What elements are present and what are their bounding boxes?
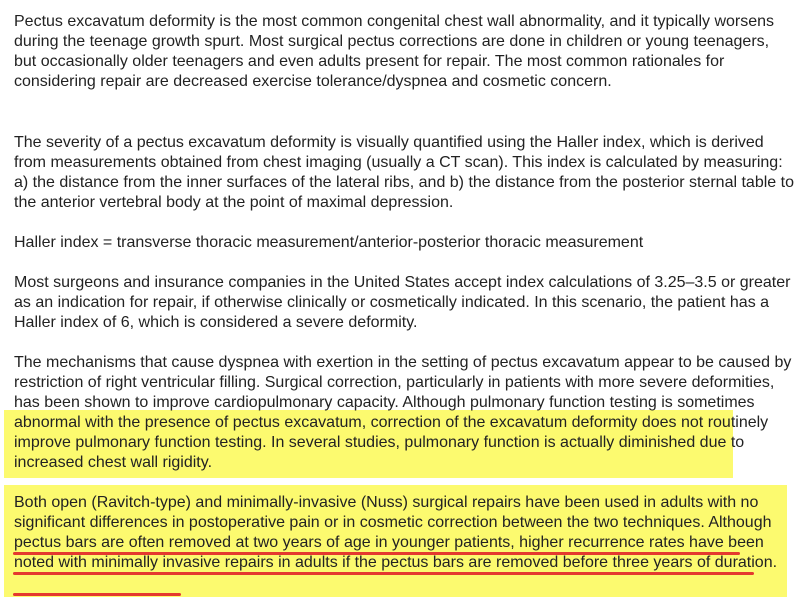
paragraph-haller-index-formula: Haller index = transverse thoracic measurement/anterior-posterior thoracic measurement <box>14 234 644 251</box>
paragraph-surgical-repairs: Both open (Ravitch-type) and minimally-invasive (Nuss) surgical repairs have been used in adults with no significant differences in postoperative pain or in cosmetic correction between the two techniques. Although pectus bars are often removed at two years of age in younger patients, higher recurrence rates have been noted with minimally invasive repairs in adults if the pectus bars are removed before three years of duration. <box>14 494 778 571</box>
paragraph-dyspnea-mechanisms: The mechanisms that cause dyspnea with exertion in the setting of pectus excavatum appear to be caused by restriction of right ventricular filling. Surgical correction, particularly in patients with more severe deformities, has been shown to improve cardiopulmonary capacity. Although pulmonary function testing is sometimes abnormal with the presence of pectus excavatum, correction of the excavatum deformity does not routinely improve pulmonary function testing. In several studies, pulmonary function is actually diminished due to increased chest wall rigidity. <box>14 354 792 471</box>
paragraph-haller-index-severity: The severity of a pectus excavatum deformity is visually quantified using the Haller index, which is derived from measurements obtained from chest imaging (usually a CT scan). This index is calculated by measuring: a) the distance from the inner surfaces of the lateral ribs, and b) the distance from the posterior sternal table to the anterior vertebral body at the point of maximal depression. <box>14 134 794 211</box>
paragraph-pectus-overview: Pectus excavatum deformity is the most common congenital chest wall abnormality, and it typically worsens during the teenage growth spurt. Most surgical pectus corrections are done in children or young teenagers, but occasionally older teenagers and even adults present for repair. The most common rationales for considering repair are decreased exercise tolerance/dyspnea and cosmetic concern. <box>14 13 775 90</box>
underline-mark-line-3 <box>13 593 181 596</box>
paragraph-repair-criteria: Most surgeons and insurance companies in the United States accept index calculations of 3.25–3.5 or greater as an indication for repair, if otherwise clinically or cosmetically indicated. In this scenario, the patient has a Haller index of 6, which is considered a severe deformity. <box>14 274 791 331</box>
